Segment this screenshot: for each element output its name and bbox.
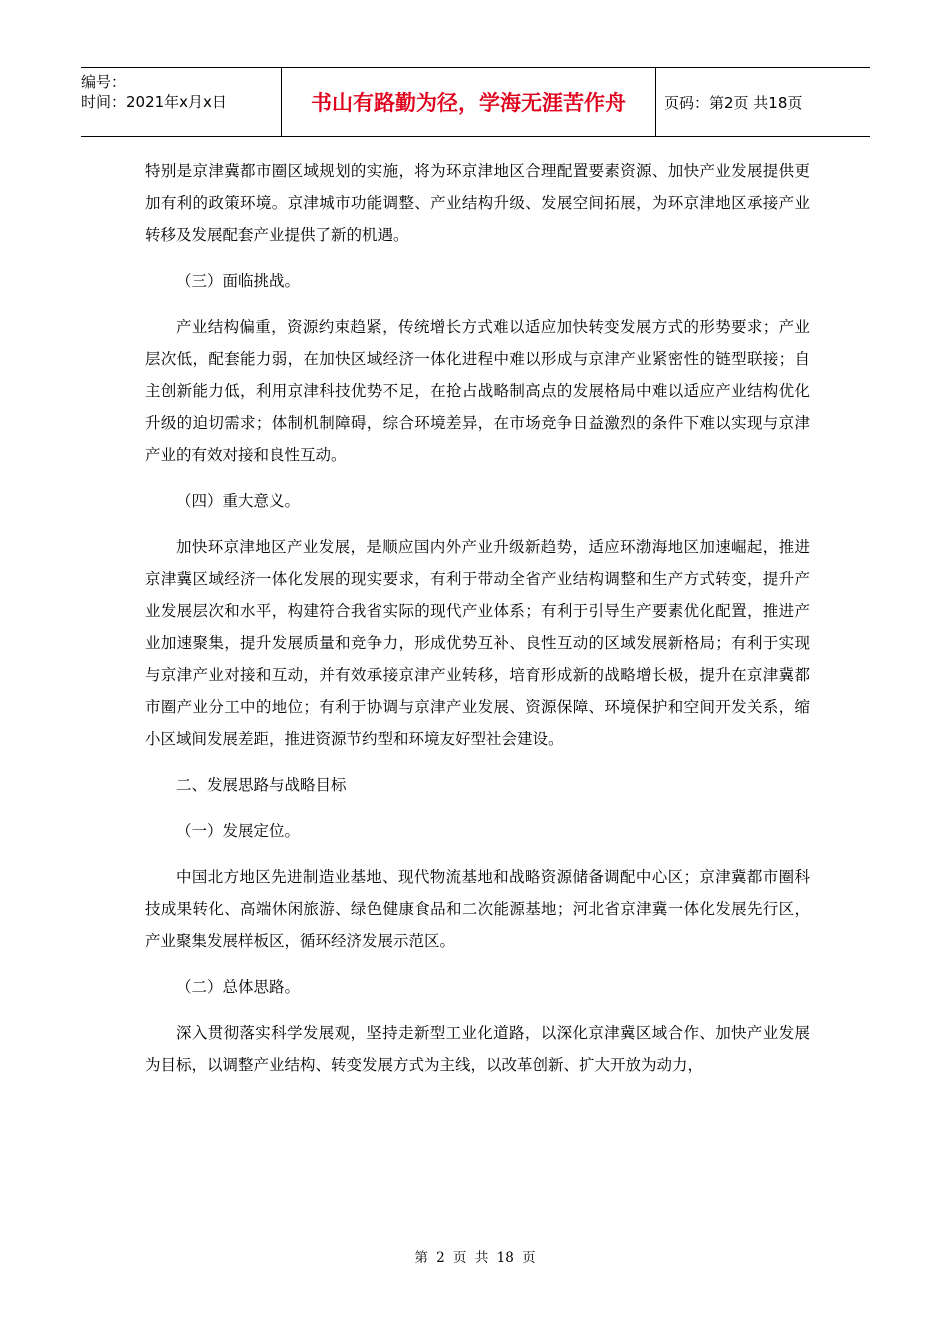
- header-motto: 书山有路勤为径，学海无涯苦作舟: [282, 68, 656, 136]
- section-heading-significance: （四）重大意义。: [176, 492, 301, 510]
- paragraph-challenges: 产业结构偏重，资源约束趋紧，传统增长方式难以适应加快转变发展方式的形势要求；产业层次低，配套能力弱，在加快区域经济一体化进程中难以形成与京津产业紧密性的链型联接；自主创新能力低，利用京津科技优势不足，在抢占战略制高点的发展格局中难以适应产业结构优化升级的迫切需求；体制机制障碍，综合环境差异，在市场竞争日益激烈的条件下难以实现与京津产业的有效对接和良性互动。: [145, 318, 810, 464]
- section-heading-challenges: （三）面临挑战。: [176, 272, 301, 290]
- document-number-label: 编号：: [81, 73, 127, 91]
- page-footer: 第 2 页 共 18 页: [414, 1250, 536, 1266]
- header-page-info: 页码：第2页 共18页: [664, 93, 803, 112]
- document-date: 时间：2021年x月x日: [81, 93, 227, 111]
- section-heading-overall-approach: （二）总体思路。: [176, 978, 301, 996]
- section-heading-positioning: （一）发展定位。: [176, 822, 301, 840]
- document-body: [145, 155, 810, 1081]
- chapter-heading-strategy: 二、发展思路与战略目标: [176, 776, 347, 794]
- paragraph-overall-approach: 深入贯彻落实科学发展观，坚持走新型工业化道路，以深化京津冀区域合作、加快产业发展为目标，以调整产业结构、转变发展方式为主线，以改革创新、扩大开放为动力，: [145, 1024, 810, 1074]
- header-meta: [81, 68, 282, 136]
- paragraph-positioning: 中国北方地区先进制造业基地、现代物流基地和战略资源储备调配中心区；京津冀都市圈科技成果转化、高端休闲旅游、绿色健康食品和二次能源基地；河北省京津冀一体化发展先行区，产业聚集发展样板区，循环经济发展示范区。: [145, 868, 810, 950]
- page-header: [81, 67, 870, 137]
- paragraph-significance: 加快环京津地区产业发展，是顺应国内外产业升级新趋势，适应环渤海地区加速崛起，推进京津冀区域经济一体化发展的现实要求，有利于带动全省产业结构调整和生产方式转变，提升产业发展层次和水平，构建符合我省实际的现代产业体系；有利于引导生产要素优化配置，推进产业加速聚集，提升发展质量和竞争力，形成优势互补、良性互动的区域发展新格局；有利于实现与京津产业对接和互动，并有效承接京津产业转移，培育形成新的战略增长极，提升在京津冀都市圈产业分工中的地位；有利于协调与京津产业发展、资源保障、环境保护和空间开发关系，缩小区域间发展差距，推进资源节约型和环境友好型社会建设。: [145, 538, 810, 748]
- paragraph-continuation: 特别是京津冀都市圈区域规划的实施，将为环京津地区合理配置要素资源、加快产业发展提供更加有利的政策环境。京津城市功能调整、产业结构升级、发展空间拓展，为环京津地区承接产业转移及发展配套产业提供了新的机遇。: [145, 162, 810, 244]
